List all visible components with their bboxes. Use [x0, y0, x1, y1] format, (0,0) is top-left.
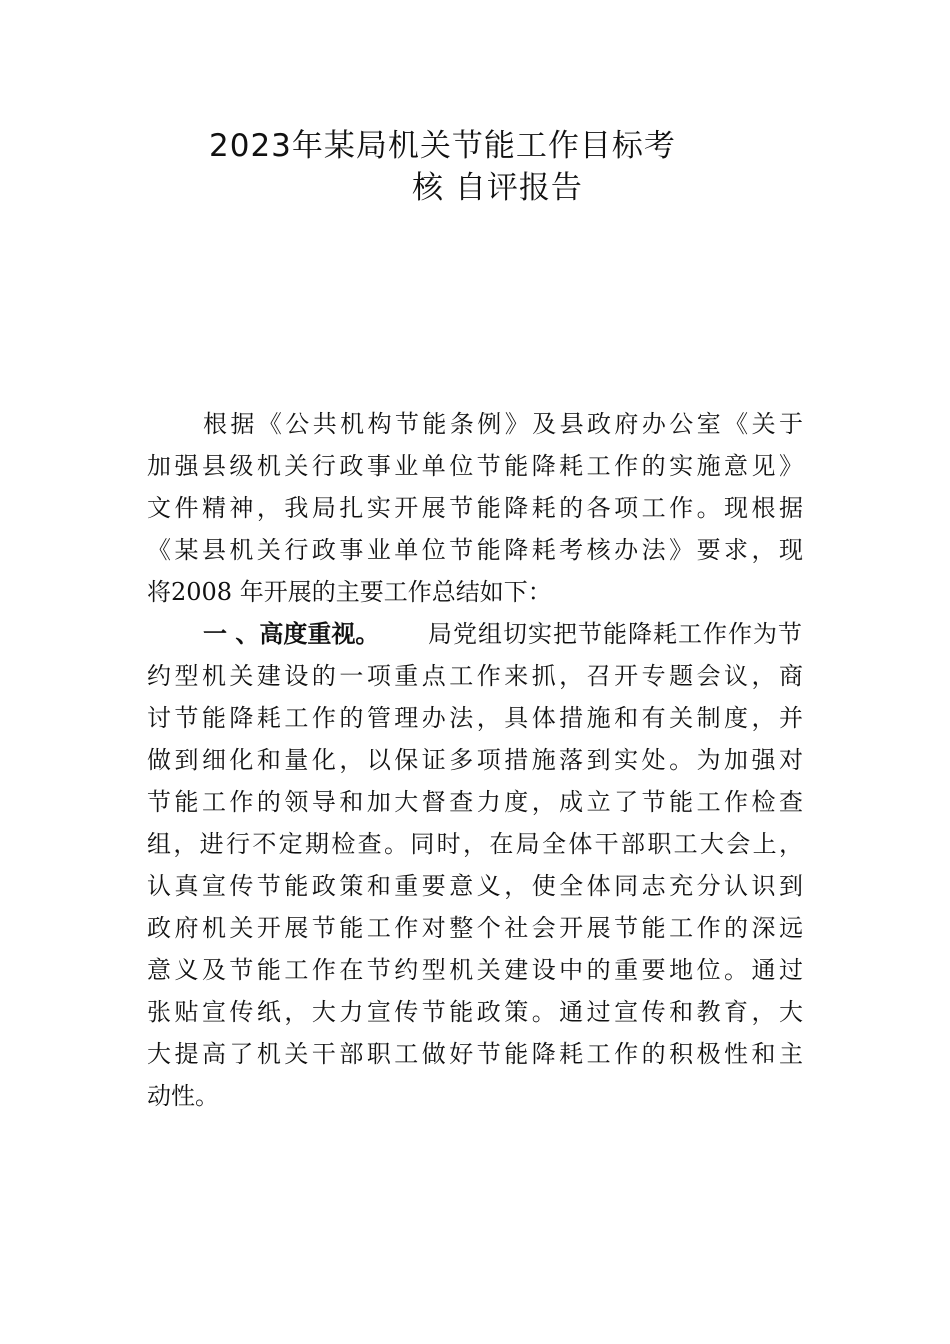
paragraph-line: 大提高了机关干部职工做好节能降耗工作的积极性和主 — [147, 1040, 803, 1068]
paragraph-line: 约型机关建设的一项重点工作来抓，召开专题会议，商 — [147, 662, 803, 690]
paragraph-line: 动性。 — [147, 1082, 219, 1110]
paragraph-line: 张贴宣传纸，大力宣传节能政策。通过宣传和教育，大 — [147, 998, 803, 1026]
paragraph-line: 将2008 年开展的主要工作总结如下： — [147, 578, 552, 606]
document-title-line-1: 2023年某局机关节能工作目标考 — [209, 128, 676, 164]
paragraph-line: 根据《公共机构节能条例》及县政府办公室《关于 — [203, 410, 803, 438]
section-heading-line — [203, 614, 803, 654]
paragraph-line: 讨节能降耗工作的管理办法，具体措施和有关制度，并 — [147, 704, 803, 732]
paragraph-line: 做到细化和量化，以保证多项措施落到实处。为加强对 — [147, 746, 803, 774]
paragraph-line: 《某县机关行政事业单位节能降耗考核办法》要求，现 — [147, 536, 803, 564]
paragraph-line: 认真宣传节能政策和重要意义，使全体同志充分认识到 — [147, 872, 803, 900]
paragraph-line: 加强县级机关行政事业单位节能降耗工作的实施意见》 — [147, 452, 803, 480]
paragraph-line: 节能工作的领导和加大督查力度，成立了节能工作检查 — [147, 788, 803, 816]
paragraph-line: 文件精神，我局扎实开展节能降耗的各项工作。现根据 — [147, 494, 803, 522]
document-title-line-2: 核 自评报告 — [412, 170, 583, 206]
section-heading: 一 、高度重视。 — [203, 620, 380, 648]
paragraph-line: 组，进行不定期检查。同时，在局全体干部职工大会上， — [147, 830, 803, 858]
section-heading-text: 局党组切实把节能降耗工作作为节 — [428, 620, 803, 648]
paragraph-line: 意义及节能工作在节约型机关建设中的重要地位。通过 — [147, 956, 803, 984]
paragraph-line: 政府机关开展节能工作对整个社会开展节能工作的深远 — [147, 914, 803, 942]
